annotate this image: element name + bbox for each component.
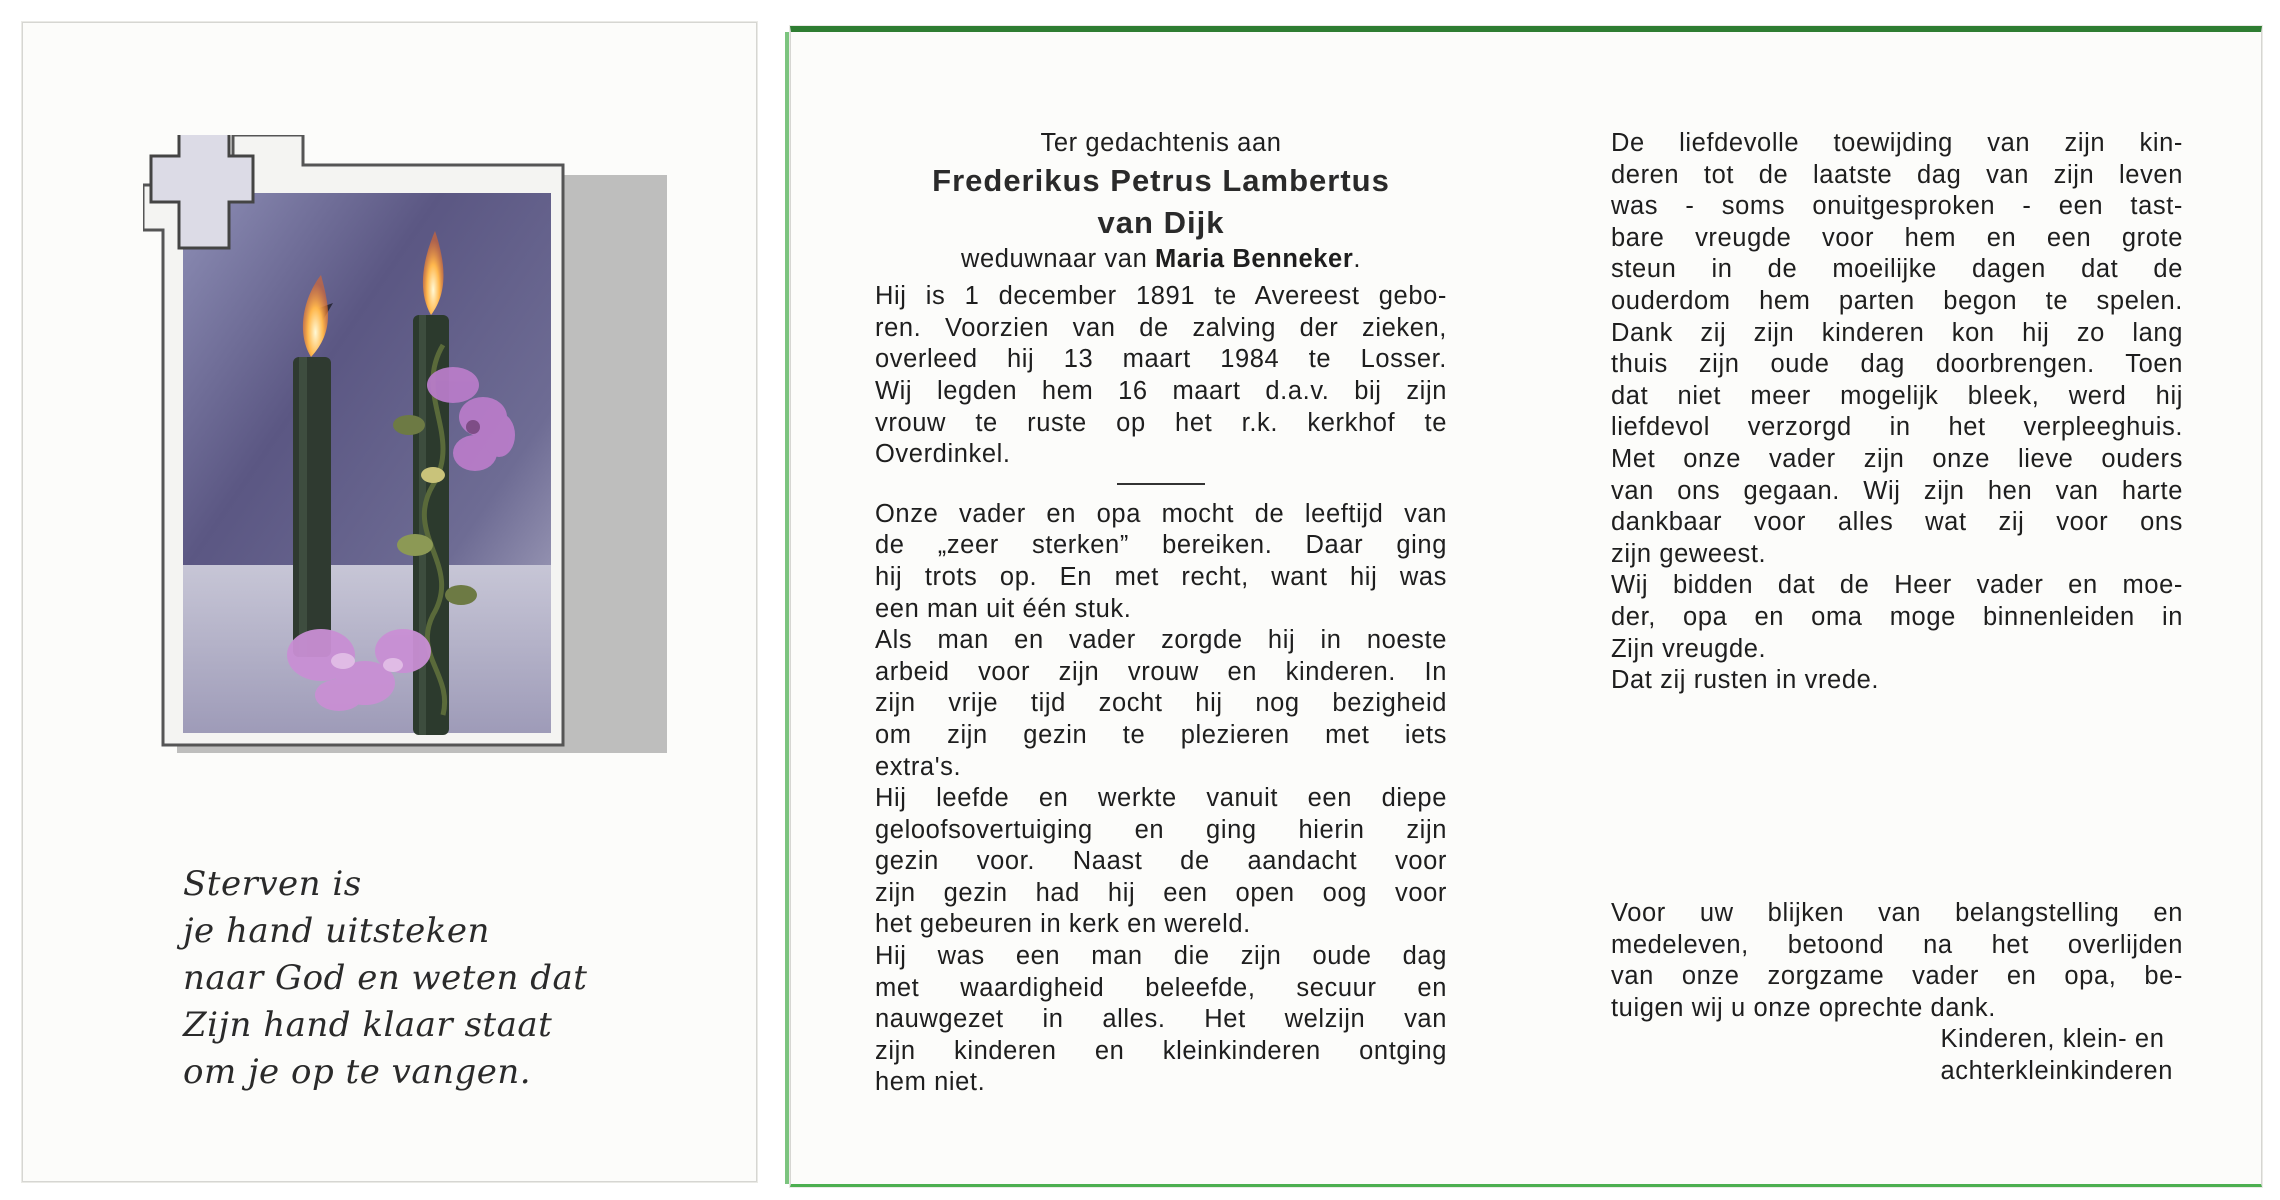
left-column	[875, 128, 1447, 1099]
deceased-name-line-2: van Dijk	[1097, 204, 1225, 240]
signature	[1611, 1024, 2183, 1087]
tribute-line: Zijn vreugde.	[1611, 634, 1767, 663]
bio-line: ren. Voorzien van de zalving der zieken,	[875, 313, 1447, 342]
bio-line: Overdinkel.	[875, 440, 1011, 469]
bio-paragraph	[875, 281, 1447, 471]
memorial-card-inside	[790, 26, 2262, 1187]
thanks-section	[1611, 898, 2183, 1088]
tribute-line: Met onze vader zijn onze lieve ouders	[1611, 444, 2183, 473]
tribute-line: steun in de moeilijke dagen dat de	[1611, 255, 2183, 284]
memoir-line: Als man en vader zorgde hij in noeste	[875, 626, 1447, 655]
tribute-line: dankbaar voor alles wat zij voor ons	[1611, 508, 2183, 537]
widow-suffix: .	[1353, 244, 1362, 273]
deceased-name-line-1: Frederikus Petrus Lambertus	[932, 162, 1390, 198]
memoir-line: met waardigheid beleefde, secuur en	[875, 973, 1447, 1002]
bio-line: Hij is 1 december 1891 te Avereest gebo-	[875, 282, 1447, 311]
poem-line: je hand uitsteken	[183, 911, 490, 951]
divider	[1117, 483, 1205, 485]
bio-line: Wij legden hem 16 maart d.a.v. bij zijn	[875, 376, 1447, 405]
tribute-line: zijn geweest.	[1611, 539, 1767, 568]
memoir-line: om zijn gezin te plezieren met iets	[875, 720, 1447, 749]
thanks-line: tuigen wij u onze oprechte dank.	[1611, 993, 1996, 1022]
poem-line: om je op te vangen.	[183, 1052, 532, 1092]
tribute-line: ouderdom hem parten begon te spelen.	[1611, 286, 2183, 315]
widower-of	[875, 244, 1447, 276]
memoir-line: een man uit één stuk.	[875, 594, 1132, 623]
tribute-line: Dat zij rusten in vrede.	[1611, 666, 1880, 695]
spouse-name: Maria Benneker	[1155, 244, 1354, 273]
tribute-line: De liefdevolle toewijding van zijn kin-	[1611, 129, 2183, 157]
signature-line: achterkleinkinderen	[1940, 1056, 2173, 1085]
tribute-line: deren tot de laatste dag van zijn leven	[1611, 160, 2183, 189]
memoir-line: zijn vrije tijd zocht hij nog bezigheid	[875, 689, 1447, 718]
tribute-line: thuis zijn oude dag doorbrengen. Toen	[1611, 350, 2183, 379]
memoir-line: zijn gezin had hij een open oog voor	[875, 878, 1447, 907]
memoir-line: Hij was een man die zijn oude dag	[875, 942, 1447, 971]
memoir-line: extra's.	[875, 752, 962, 781]
thanks-line: medeleven, betoond na het overlijden	[1611, 930, 2183, 959]
memoir-line: geloofsovertuiging en ging hierin zijn	[875, 815, 1447, 844]
memoir-line: arbeid voor zijn vrouw en kinderen. In	[875, 657, 1447, 686]
memoir-line: zijn kinderen en kleinkinderen ontging	[875, 1036, 1447, 1065]
thanks-line: Voor uw blijken van belangstelling en	[1611, 899, 2183, 927]
poem-line: Sterven is	[183, 864, 362, 904]
heading: Ter gedachtenis aan	[1040, 129, 1282, 157]
memoir-line: nauwgezet in alles. Het welzijn van	[875, 1005, 1447, 1034]
tribute-line: der, opa en oma moge binnenleiden in	[1611, 602, 2183, 631]
widow-prefix: weduwnaar van	[960, 244, 1156, 273]
memoir-paragraph	[875, 499, 1447, 1099]
candles-photo	[143, 135, 669, 755]
tribute-line: dat niet meer mogelijk bleek, werd hij	[1611, 381, 2183, 410]
poem-line: Zijn hand klaar staat	[183, 1005, 553, 1045]
signature-line: Kinderen, klein- en	[1940, 1025, 2165, 1054]
bio-line: overleed hij 13 maart 1984 te Losser.	[875, 345, 1447, 374]
memoir-line: Onze vader en opa mocht de leeftijd van	[875, 499, 1447, 528]
memorial-card-front	[22, 22, 757, 1182]
memoir-line: de „zeer sterken” bereiken. Daar ging	[875, 531, 1447, 560]
tribute-line: van ons gegaan. Wij zijn hen van harte	[1611, 476, 2183, 505]
tribute-line: Dank zij zijn kinderen kon hij zo lang	[1611, 318, 2183, 347]
tribute-line: Wij bidden dat de Heer vader en moe-	[1611, 571, 2183, 600]
memoir-line: hem niet.	[875, 1068, 986, 1097]
poem-line: naar God en weten dat	[183, 958, 588, 998]
thanks-line: van onze zorgzame vader en opa, be-	[1611, 962, 2183, 991]
memoir-line: Hij leefde en werkte vanuit een diepe	[875, 784, 1447, 813]
tribute-line: was - soms onuitgesproken - een tast-	[1611, 192, 2183, 221]
tribute-line: bare vreugde voor hem en een grote	[1611, 223, 2183, 252]
bio-line: vrouw te ruste op het r.k. kerkhof te	[875, 408, 1447, 437]
right-column	[1611, 128, 2183, 697]
memoir-line: gezin voor. Naast de aandacht voor	[875, 847, 1447, 876]
poem	[183, 861, 703, 1096]
memoir-line: hij trots op. En met recht, want hij was	[875, 562, 1447, 591]
memoir-line: het gebeuren in kerk en wereld.	[875, 910, 1251, 939]
tribute-line: liefdevol verzorgd in het verpleeghuis.	[1611, 413, 2183, 442]
